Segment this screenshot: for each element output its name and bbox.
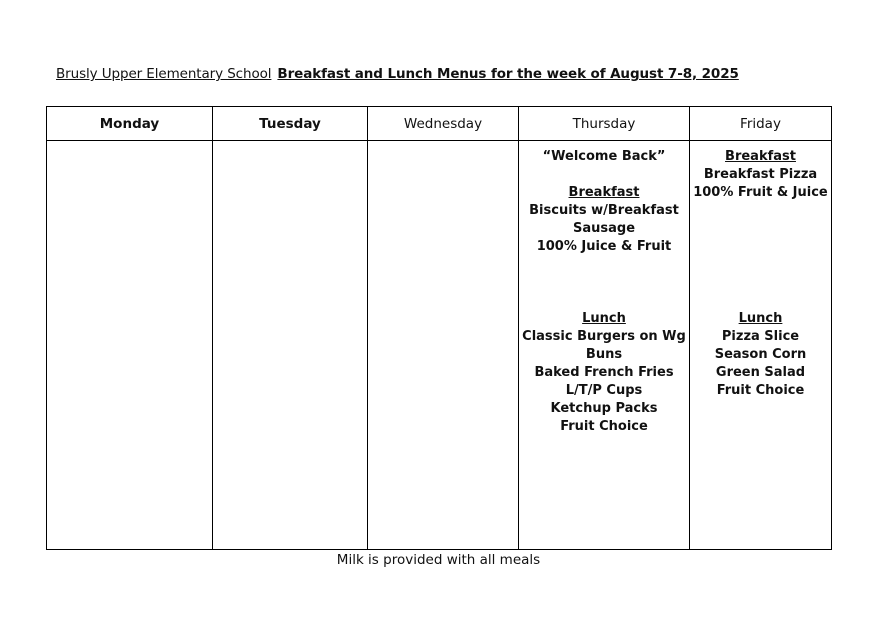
menu-item: Ketchup Packs (550, 401, 658, 416)
menu-item: Fruit Choice (716, 383, 805, 398)
tuesday-cell (213, 141, 368, 550)
school-name: Brusly Upper Elementary School (56, 66, 272, 82)
menu-item: Breakfast Pizza (703, 167, 818, 182)
document-title (56, 66, 739, 82)
menu-item: 100% Juice & Fruit (536, 239, 672, 254)
menu-item: Baked French Fries (534, 365, 674, 380)
menu-item: Classic Burgers on Wg (522, 329, 686, 344)
wednesday-cell (368, 141, 519, 550)
day-header-thursday: Thursday (519, 107, 690, 141)
menu-row (47, 141, 832, 550)
menu-item: 100% Fruit & Juice (693, 185, 828, 200)
day-header-friday: Friday (690, 107, 832, 141)
day-header-monday: Monday (47, 107, 213, 141)
thursday-breakfast-title: Breakfast (568, 185, 640, 200)
menu-item: Pizza Slice (721, 329, 800, 344)
thursday-note: “Welcome Back” (542, 149, 666, 164)
menu-item: Biscuits w/Breakfast (529, 203, 679, 218)
day-header-wednesday: Wednesday (368, 107, 519, 141)
milk-note: Milk is provided with all meals (336, 552, 541, 568)
menu-item: Sausage (572, 221, 636, 236)
friday-cell (690, 141, 832, 550)
day-header-tuesday: Tuesday (213, 107, 368, 141)
thursday-lunch-title: Lunch (582, 311, 626, 326)
menu-item: Green Salad (715, 365, 806, 380)
friday-lunch-title: Lunch (738, 311, 783, 326)
menu-item: Buns (585, 347, 623, 362)
monday-cell (47, 141, 213, 550)
menu-item: Season Corn (714, 347, 807, 362)
menu-heading: Breakfast and Lunch Menus for the week of August 7-8, 2025 (277, 66, 739, 82)
menu-table (46, 106, 832, 550)
thursday-cell (519, 141, 690, 550)
friday-breakfast-title: Breakfast (725, 149, 796, 164)
menu-item: Fruit Choice (560, 419, 648, 434)
menu-item: L/T/P Cups (565, 383, 643, 398)
header-row (47, 107, 832, 141)
